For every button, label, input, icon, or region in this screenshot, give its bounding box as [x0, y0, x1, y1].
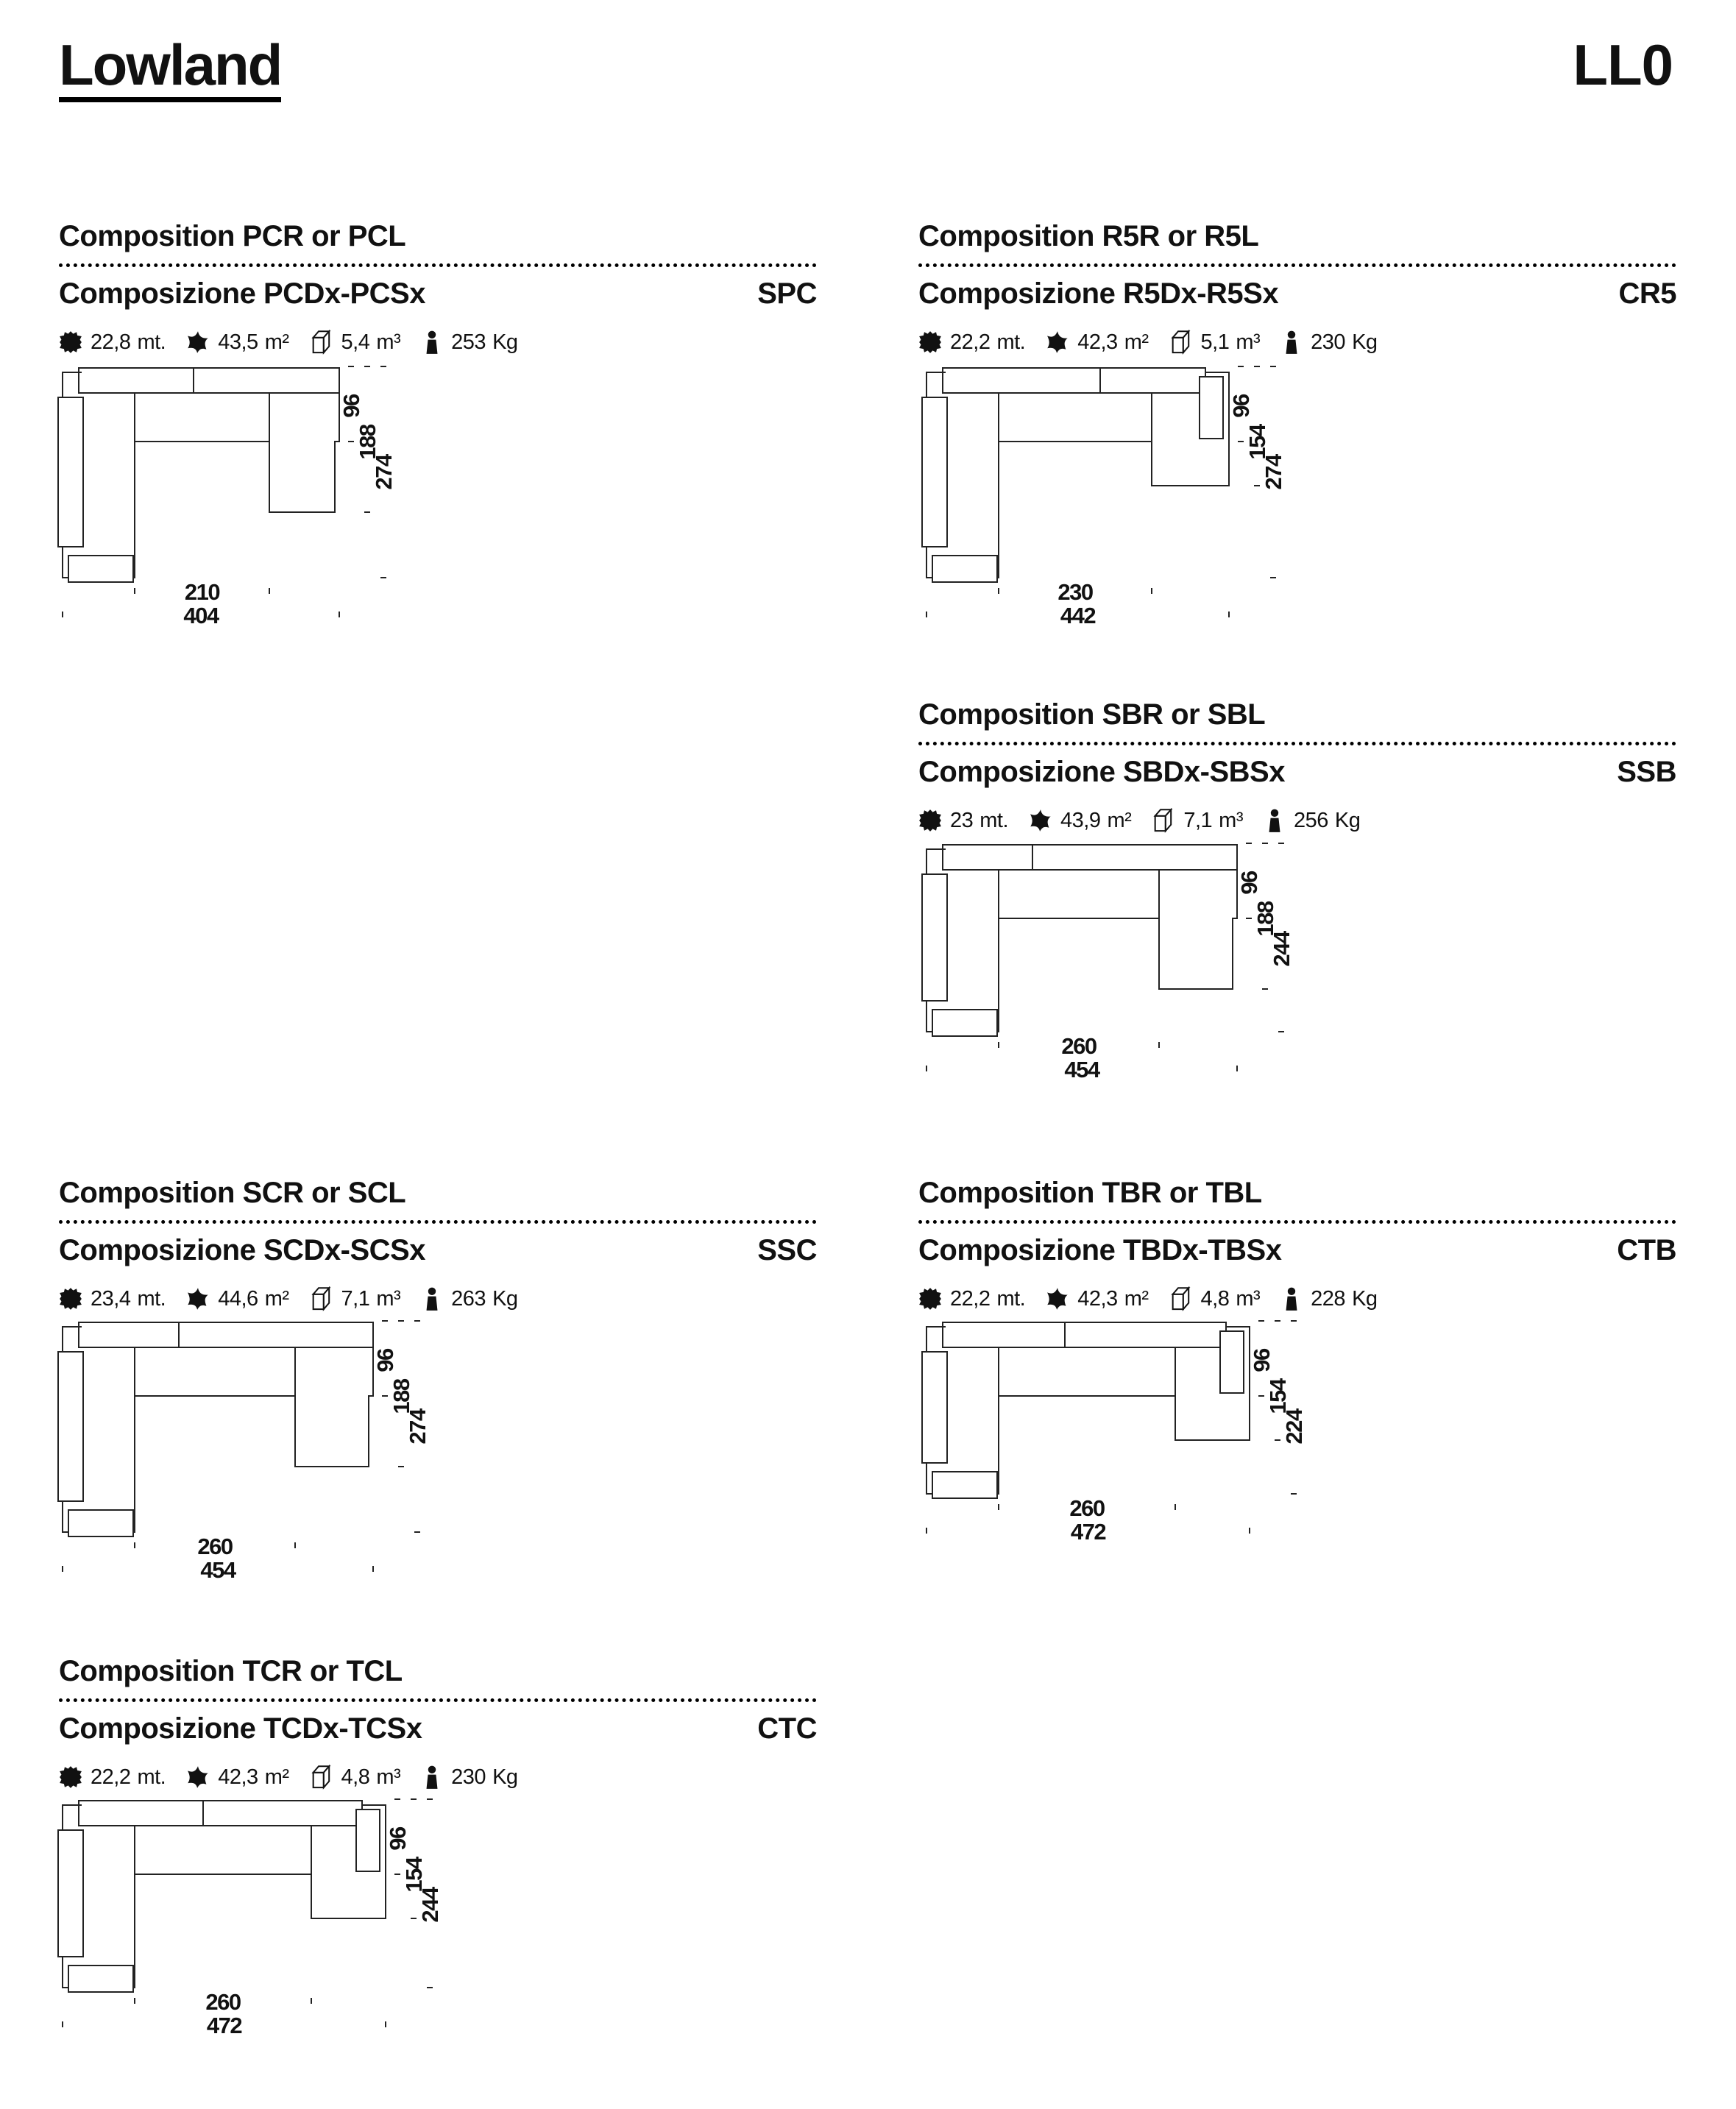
- spec-unit: mt.: [137, 330, 166, 354]
- diagram-plan-pcr: [52, 346, 464, 640]
- section-subtitle: Composizione R5Dx-R5Sx: [918, 277, 1279, 310]
- spec-unit: mt.: [979, 808, 1009, 832]
- dim-label-vertical: 274: [405, 1409, 431, 1445]
- dim-label-horizontal: 210: [184, 579, 220, 605]
- spec-unit: m³: [1236, 330, 1261, 354]
- dim-label-vertical: 96: [385, 1827, 411, 1851]
- spec-unit: Kg: [492, 1765, 518, 1789]
- dim-label-horizontal: 260: [1061, 1033, 1096, 1059]
- chaise-end-cushion: [68, 1510, 133, 1536]
- section-title: Composition TBR or TBL: [918, 1177, 1262, 1209]
- spec-unit: Kg: [1352, 330, 1378, 354]
- dim-label-vertical: 96: [339, 394, 364, 418]
- spec-value: 256: [1293, 808, 1328, 832]
- left-arm-cushion: [922, 397, 947, 547]
- diagram-plan-tbr: [916, 1300, 1328, 1595]
- dim-label-vertical: 154: [401, 1857, 427, 1893]
- left-arm-cushion: [58, 1352, 83, 1501]
- right-chaise-outline: [269, 393, 339, 512]
- spec-unit: m³: [376, 1765, 401, 1789]
- right-arm-cushion: [1220, 1331, 1244, 1393]
- dim-label-vertical: 224: [1281, 1409, 1307, 1445]
- diagram-plan-scr: [52, 1300, 464, 1595]
- chaise-end-cushion: [68, 1966, 133, 1992]
- section-code: SPC: [757, 277, 817, 310]
- section-pcr: [59, 221, 817, 355]
- dim-label-vertical: 154: [1265, 1379, 1291, 1414]
- spec-value: 7,1: [1183, 808, 1213, 832]
- dim-label-vertical: 96: [1249, 1349, 1275, 1372]
- dim-label-horizontal: 454: [1064, 1057, 1099, 1082]
- section-title: Composition TCR or TCL: [59, 1655, 403, 1687]
- section-title: Composition R5R or R5L: [918, 220, 1259, 252]
- section-subtitle: Composizione PCDx-PCSx: [59, 277, 425, 310]
- spec-value: 263: [451, 1286, 486, 1311]
- spec-unit: m²: [264, 330, 289, 354]
- dim-label-vertical: 96: [372, 1349, 398, 1372]
- spec-value: 43,5: [218, 330, 258, 354]
- page-title: Lowland: [59, 35, 281, 102]
- spec-value: 43,9: [1060, 808, 1101, 832]
- section-title: Composition SBR or SBL: [918, 698, 1266, 731]
- section-subtitle: Composizione TBDx-TBSx: [918, 1234, 1282, 1266]
- left-arm-cushion: [922, 1352, 947, 1463]
- dim-label-vertical: 274: [1261, 455, 1286, 490]
- diagram-plan-sbr: [916, 823, 1328, 1117]
- dim-label-horizontal: 472: [1070, 1519, 1106, 1545]
- sofa-back: [79, 1322, 373, 1347]
- section-sbr: [918, 699, 1676, 833]
- spec-value: 44,6: [218, 1286, 258, 1311]
- spec-value: 4,8: [341, 1765, 370, 1789]
- section-tcr: [59, 1656, 817, 1790]
- dim-label-horizontal: 442: [1060, 603, 1096, 628]
- spec-unit: Kg: [492, 1286, 518, 1311]
- section-code: CTB: [1617, 1234, 1676, 1266]
- spec-unit: mt.: [996, 1286, 1026, 1311]
- section-title: Composition PCR or PCL: [59, 220, 406, 252]
- dim-label-vertical: 188: [389, 1379, 414, 1414]
- dim-label-horizontal: 260: [1069, 1495, 1105, 1521]
- spec-value: 23,4: [91, 1286, 131, 1311]
- dim-label-horizontal: 454: [200, 1557, 235, 1583]
- spec-unit: m²: [264, 1765, 289, 1789]
- left-arm-cushion: [922, 874, 947, 1001]
- spec-value: 22,2: [950, 1286, 991, 1311]
- section-scr: [59, 1177, 817, 1311]
- spec-value: 4,8: [1200, 1286, 1230, 1311]
- spec-unit: m²: [1124, 1286, 1149, 1311]
- diagram-plan-tcr: [52, 1779, 464, 2073]
- spec-value: 22,2: [91, 1765, 131, 1789]
- dim-label-horizontal: 260: [205, 1989, 241, 2015]
- spec-value: 230: [1311, 330, 1346, 354]
- sofa-back: [943, 845, 1237, 870]
- spec-unit: m²: [1107, 808, 1132, 832]
- section-code: CTC: [757, 1712, 817, 1745]
- spec-unit: mt.: [996, 330, 1026, 354]
- spec-value: 42,3: [1077, 330, 1118, 354]
- spec-unit: Kg: [492, 330, 518, 354]
- section-code: SSB: [1617, 756, 1676, 788]
- left-arm-cushion: [58, 397, 83, 547]
- chaise-end-cushion: [68, 556, 133, 582]
- right-chaise-outline: [295, 1347, 373, 1467]
- sofa-back: [943, 1322, 1226, 1347]
- spec-unit: m³: [376, 1286, 401, 1311]
- dim-label-horizontal: 404: [183, 603, 219, 628]
- dim-label-vertical: 274: [371, 455, 397, 490]
- dim-label-horizontal: 230: [1057, 579, 1093, 605]
- spec-unit: Kg: [1334, 808, 1361, 832]
- spec-value: 42,3: [1077, 1286, 1118, 1311]
- section-subtitle: Composizione SCDx-SCSx: [59, 1234, 425, 1266]
- dim-label-vertical: 96: [1228, 394, 1254, 418]
- section-tbr: [918, 1177, 1676, 1311]
- diagram-plan-r5r: [916, 346, 1328, 640]
- spec-unit: mt.: [137, 1765, 166, 1789]
- spec-value: 5,1: [1200, 330, 1230, 354]
- dim-label-horizontal: 472: [206, 2013, 242, 2038]
- section-r5r: [918, 221, 1676, 355]
- right-chaise-outline: [1159, 870, 1237, 989]
- spec-value: 7,1: [341, 1286, 370, 1311]
- section-subtitle: Composizione SBDx-SBSx: [918, 756, 1285, 788]
- dim-label-vertical: 244: [417, 1888, 443, 1923]
- right-arm-cushion: [356, 1810, 380, 1871]
- chaise-end-cushion: [932, 1010, 997, 1036]
- dim-label-vertical: 96: [1236, 871, 1262, 895]
- spec-unit: m³: [1219, 808, 1243, 832]
- spec-unit: Kg: [1352, 1286, 1378, 1311]
- sofa-back: [79, 368, 339, 393]
- spec-value: 22,8: [91, 330, 131, 354]
- spec-unit: m³: [1236, 1286, 1261, 1311]
- spec-value: 22,2: [950, 330, 991, 354]
- spec-value: 5,4: [341, 330, 370, 354]
- section-code: SSC: [757, 1234, 817, 1266]
- spec-unit: m²: [1124, 330, 1149, 354]
- page-code: LL0: [1573, 32, 1673, 97]
- spec-value: 42,3: [218, 1765, 258, 1789]
- dim-label-horizontal: 260: [197, 1534, 233, 1559]
- spec-unit: m²: [264, 1286, 289, 1311]
- left-arm-cushion: [58, 1830, 83, 1957]
- chaise-end-cushion: [932, 1472, 997, 1498]
- dim-label-vertical: 154: [1244, 425, 1270, 460]
- spec-unit: mt.: [137, 1286, 166, 1311]
- section-title: Composition SCR or SCL: [59, 1177, 406, 1209]
- spec-unit: m³: [376, 330, 401, 354]
- spec-value: 228: [1311, 1286, 1346, 1311]
- section-subtitle: Composizione TCDx-TCSx: [59, 1712, 422, 1745]
- sofa-back: [79, 1801, 362, 1826]
- dim-label-vertical: 188: [1253, 901, 1278, 937]
- sofa-back: [943, 368, 1205, 393]
- chaise-end-cushion: [932, 556, 997, 582]
- section-code: CR5: [1618, 277, 1676, 310]
- dim-label-vertical: 244: [1269, 932, 1294, 967]
- spec-value: 230: [451, 1765, 486, 1789]
- spec-value: 23: [950, 808, 974, 832]
- right-arm-cushion: [1200, 377, 1223, 439]
- dim-label-vertical: 188: [355, 425, 380, 460]
- spec-value: 253: [451, 330, 486, 354]
